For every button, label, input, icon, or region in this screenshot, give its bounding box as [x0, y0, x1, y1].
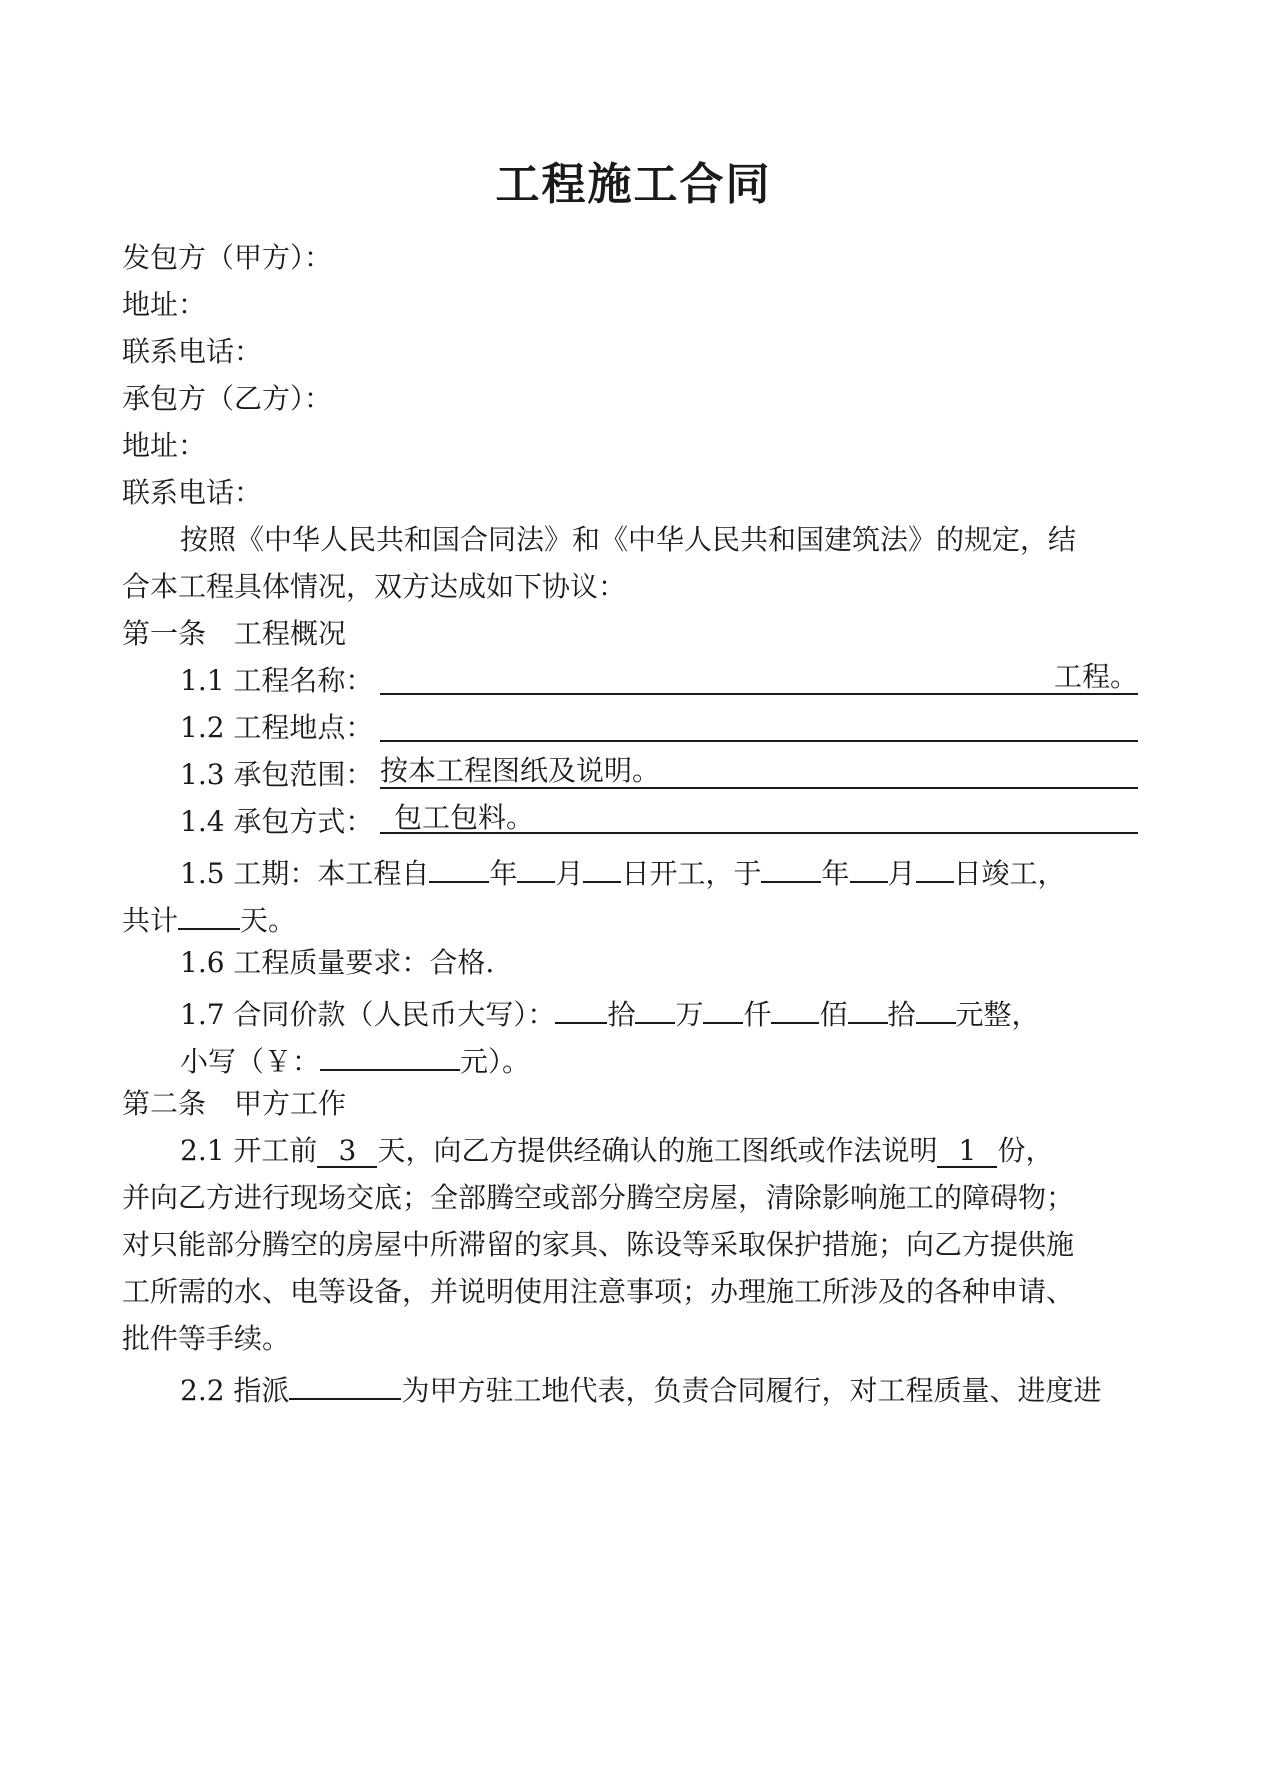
price-blank-4[interactable]: [771, 992, 819, 1024]
project-name-suffix: 工程。: [1053, 660, 1138, 693]
day-start-label: 日开工，于: [621, 857, 762, 890]
price-unit: 佰: [819, 998, 848, 1031]
day-end-label: 日竣工，: [953, 857, 1066, 890]
party-a-phone-label: 联系电话：: [122, 335, 263, 368]
item-1-6-quality: 1.6 工程质量要求：合格.: [180, 946, 495, 979]
period-prefix: 1.5 工期：本工程自: [180, 857, 430, 890]
year-label: 年: [489, 857, 518, 890]
party-a-address-label: 地址：: [122, 288, 207, 321]
start-month-blank[interactable]: [517, 851, 555, 883]
item-2-1-body-line: 批件等手续。: [122, 1322, 291, 1355]
price-unit: 拾: [607, 998, 636, 1031]
end-day-blank[interactable]: [916, 851, 954, 883]
preamble-line: 按照《中华人民共和国合同法》和《中华人民共和国建筑法》的规定，结: [180, 523, 1077, 556]
party-a-label: 发包方（甲方）：: [122, 241, 333, 274]
copies-field[interactable]: 1: [937, 1136, 997, 1168]
month-label: 月: [555, 857, 584, 890]
total-days-prefix: 共计: [122, 904, 179, 937]
item-2-1-prefix: 2.1 开工前: [180, 1134, 318, 1167]
item-2-1-body-line: 工所需的水、电等设备，并说明使用注意事项；办理施工所涉及的各种申请、: [122, 1275, 1075, 1308]
party-b-label: 承包方（乙方）：: [122, 382, 333, 415]
item-2-1-line: [180, 1133, 1053, 1169]
party-b-address-label: 地址：: [122, 429, 207, 462]
price-blank-2[interactable]: [635, 992, 675, 1024]
price-blank-1[interactable]: [555, 992, 607, 1024]
item-1-7-line: [180, 992, 1040, 1033]
item-2-2-prefix: 2.2 指派: [180, 1374, 290, 1407]
item-2-1-mid: 天，向乙方提供经确认的施工图纸或作法说明: [377, 1134, 938, 1167]
item-1-3-label: 1.3 承包范围：: [180, 758, 374, 791]
item-2-1-body-line: 对只能部分腾空的房屋中所滞留的家具、陈设等采取保护措施；向乙方提供施: [122, 1228, 1075, 1261]
price-blank-6[interactable]: [916, 992, 956, 1024]
end-month-blank[interactable]: [850, 851, 888, 883]
project-location-field[interactable]: [380, 708, 1138, 742]
item-2-2-line: [180, 1368, 1101, 1409]
year-label: 年: [821, 857, 850, 890]
contract-method-field[interactable]: 包工包料。: [380, 802, 1138, 834]
price-unit: 拾: [887, 998, 916, 1031]
end-year-blank[interactable]: [761, 851, 821, 883]
total-days-suffix: 天。: [240, 904, 297, 937]
price-small-line: [180, 1039, 530, 1080]
total-days-blank[interactable]: [178, 898, 240, 930]
representative-blank[interactable]: [289, 1368, 401, 1400]
item-1-4-label: 1.4 承包方式：: [180, 805, 374, 838]
party-b-phone-label: 联系电话：: [122, 476, 263, 509]
item-2-1-body-line: 并向乙方进行现场交底；全部腾空或部分腾空房屋，清除影响施工的障碍物；: [122, 1181, 1075, 1214]
project-name-field[interactable]: [380, 661, 1138, 695]
price-blank-5[interactable]: [848, 992, 888, 1024]
item-2-2-suffix: 为甲方驻工地代表，负责合同履行，对工程质量、进度进: [401, 1374, 1102, 1407]
small-amount-suffix: 元）。: [460, 1045, 531, 1078]
item-1-5-line: [180, 851, 1066, 892]
small-amount-prefix: 小写（￥：: [180, 1045, 321, 1078]
item-2-1-suffix: 份，: [997, 1134, 1054, 1167]
month-label: 月: [887, 857, 916, 890]
contract-scope-field[interactable]: 按本工程图纸及说明。: [380, 755, 1138, 789]
price-blank-3[interactable]: [703, 992, 743, 1024]
item-1-1-label: 1.1 工程名称：: [180, 664, 374, 697]
article-1-heading: 第一条 工程概况: [122, 617, 347, 650]
preamble-line: 合本工程具体情况，双方达成如下协议：: [122, 570, 627, 603]
price-unit: 元整，: [955, 998, 1040, 1031]
start-day-blank[interactable]: [583, 851, 621, 883]
price-prefix: 1.7 合同价款（人民币大写）：: [180, 998, 556, 1031]
price-unit: 万: [675, 998, 704, 1031]
article-2-heading: 第二条 甲方工作: [122, 1087, 347, 1120]
period-total-line: [122, 898, 296, 939]
start-year-blank[interactable]: [429, 851, 489, 883]
item-1-2-label: 1.2 工程地点：: [180, 711, 374, 744]
days-field[interactable]: 3: [317, 1136, 377, 1168]
small-amount-blank[interactable]: [320, 1039, 460, 1071]
price-unit: 仟: [743, 998, 772, 1031]
page-title: 工程施工合同: [495, 159, 772, 210]
